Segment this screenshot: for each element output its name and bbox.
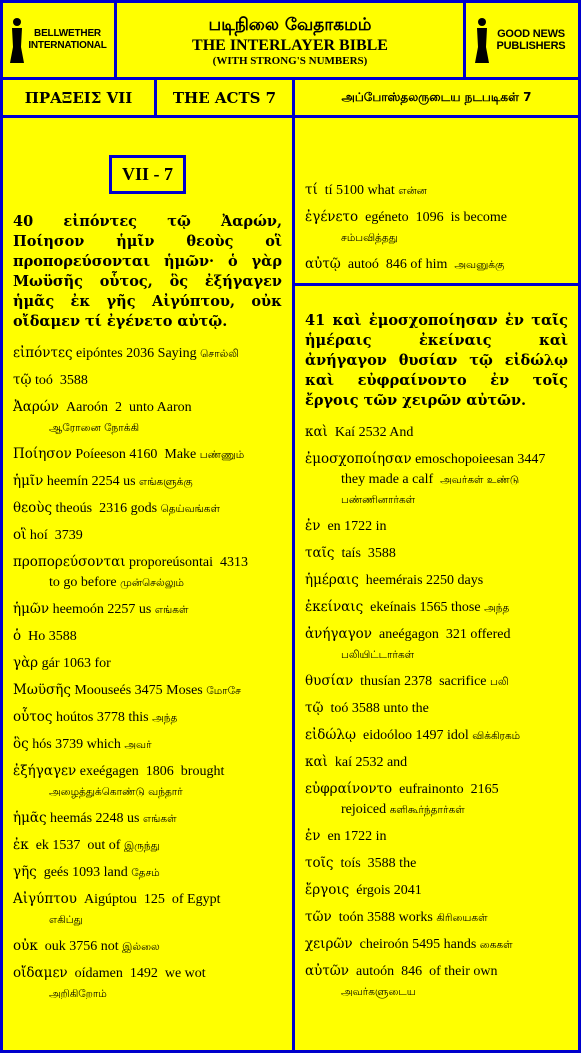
tamil-gloss-continued: ஆரோனை நோக்கி <box>49 422 140 434</box>
greek-word: οὗτος <box>13 709 53 725</box>
greek-word: ἐκ <box>13 837 29 853</box>
greek-word: γῆς <box>13 864 37 880</box>
greek-word: ἀνήγαγον <box>305 626 372 642</box>
transliteration-strongs: toó 3588 unto the <box>323 701 429 716</box>
book-title-greek: ΠΡΑΞΕΙΣ VII <box>24 88 133 107</box>
tamil-gloss: பலி <box>490 676 509 688</box>
word-entry <box>13 708 282 728</box>
transliteration-strongs: Poíeeson 4160 Make <box>71 447 200 462</box>
logo-line-2: INTERNATIONAL <box>28 40 107 51</box>
greek-word: τί <box>305 182 318 198</box>
transliteration-strongs: eidoóloo 1497 idol <box>356 728 473 743</box>
tamil-gloss: கிரியைகள் <box>436 912 488 924</box>
transliteration-strongs: Aigúptou 125 of Egypt <box>77 892 221 907</box>
tamil-gloss: எங்கள் <box>142 813 177 825</box>
word-entry <box>305 672 568 692</box>
tamil-gloss: இருந்து <box>123 840 160 852</box>
word-entry <box>305 881 568 901</box>
greek-word: ἐν <box>305 828 321 844</box>
word-entry <box>13 499 282 519</box>
tamil-gloss: பண்ணும் <box>199 449 245 461</box>
greek-word: τῷ <box>13 372 32 388</box>
transliteration-strongs: thusían 2378 sacrifice <box>353 674 491 689</box>
transliteration-strongs: hoí 3739 <box>26 528 83 543</box>
transliteration-strongs: autoón 846 of their own <box>349 964 498 979</box>
word-entry <box>305 571 568 591</box>
word-entry <box>13 344 282 364</box>
greek-word: ἡμῶν <box>13 601 50 617</box>
tamil-gloss-continued: சம்பவித்தது <box>341 232 398 244</box>
transliteration-strongs: cheiroón 5495 hands <box>352 937 480 952</box>
right-top-word-list <box>305 181 568 275</box>
tamil-gloss: அந்த <box>152 712 178 724</box>
greek-word: αὐτῷ <box>305 256 341 272</box>
chapter-label: VII - 7 <box>109 155 186 194</box>
greek-word: ἐγένετο <box>305 209 359 225</box>
word-entry <box>305 544 568 564</box>
tamil-gloss: அவனுக்கு <box>454 259 505 271</box>
transliteration-strongs: heemoón 2257 us <box>49 602 155 617</box>
english-gloss-continued: to go before <box>49 575 121 590</box>
greek-word: γὰρ <box>13 655 39 671</box>
goodnews-logo <box>463 0 581 80</box>
transliteration-strongs: aneégagon 321 offered <box>372 627 511 642</box>
transliteration-strongs: exeégagen 1806 brought <box>76 764 225 779</box>
tamil-gloss-continued: எகிப்து <box>49 914 83 926</box>
tamil-gloss: அவர் <box>124 739 152 751</box>
greek-word: ἐξήγαγεν <box>13 763 77 779</box>
tamil-gloss: அந்த <box>484 602 510 614</box>
word-entry <box>13 809 282 829</box>
right-bottom-column <box>292 283 581 1053</box>
header-english <box>154 77 295 118</box>
greek-word: ἐν <box>305 518 321 534</box>
greek-word: προπορεύσονται <box>13 554 126 570</box>
tamil-gloss: எங்கள் <box>154 604 189 616</box>
greek-word: οἳ <box>13 527 27 543</box>
word-entry <box>305 962 568 1002</box>
word-entry <box>13 627 282 647</box>
tamil-gloss-continued: களிகூர்ந்தார்கள் <box>389 804 465 816</box>
book-title-tamil: அப்போஸ்தலருடைய நடபடிகள் 7 <box>341 89 532 104</box>
greek-word: ἡμῖν <box>13 473 44 489</box>
word-entry <box>13 762 282 802</box>
tamil-gloss: இல்லை <box>122 941 160 953</box>
transliteration-strongs: ouk 3756 not <box>37 939 123 954</box>
transliteration-strongs: toís 3588 the <box>333 856 417 871</box>
word-entry <box>13 836 282 856</box>
transliteration-strongs: hós 3739 which <box>28 737 125 752</box>
right-top-column <box>292 115 581 286</box>
transliteration-strongs: en 1722 in <box>320 829 387 844</box>
page-title: THE INTERLAYER BIBLE <box>192 37 388 54</box>
english-gloss-continued: they made a calf <box>341 472 441 487</box>
word-entry <box>305 598 568 618</box>
bellwether-logo <box>0 0 117 80</box>
greek-word: οὐκ <box>13 938 38 954</box>
tamil-gloss-continued: அவர்களுடைய <box>341 986 416 998</box>
tamil-gloss: சொல்லி <box>200 348 239 360</box>
word-entry <box>305 255 568 275</box>
transliteration-strongs: autoó 846 of him <box>340 257 455 272</box>
word-entry <box>305 517 568 537</box>
greek-word: θεοὺς <box>13 500 53 516</box>
tamil-gloss-continued: அறிகிறோம் <box>49 988 107 1000</box>
greek-word: Ἀαρών <box>13 399 60 415</box>
word-entry <box>13 526 282 546</box>
transliteration-strongs: taís 3588 <box>334 546 396 561</box>
transliteration-strongs: tí 5100 what <box>317 183 399 198</box>
word-entry <box>13 445 282 465</box>
logo-line-1: BELLWETHER <box>34 28 101 39</box>
figure-icon <box>9 17 25 65</box>
greek-word: εἰπόντες <box>13 345 73 361</box>
transliteration-strongs: emoschopoieesan 3447 <box>411 452 546 467</box>
header-tamil <box>292 77 581 118</box>
transliteration-strongs: eufrainonto 2165 <box>392 782 499 797</box>
greek-word: καὶ <box>305 754 328 770</box>
greek-word: καὶ <box>305 424 328 440</box>
right-bottom-word-list <box>305 423 568 1002</box>
word-entry <box>13 472 282 492</box>
word-entry <box>13 654 282 674</box>
word-entry <box>305 908 568 928</box>
greek-word: Μωϋσῆς <box>13 682 71 698</box>
word-entry <box>305 753 568 773</box>
word-entry <box>305 181 568 201</box>
tamil-gloss: என்ன <box>398 185 427 197</box>
transliteration-strongs: érgois 2041 <box>349 883 422 898</box>
greek-word: θυσίαν <box>305 673 354 689</box>
tamil-gloss: எங்களுக்கு <box>139 476 193 488</box>
greek-word: εἰδώλῳ <box>305 727 356 743</box>
transliteration-strongs: ekeínais 1565 those <box>363 600 485 615</box>
tamil-gloss-continued: அவர்கள் உண்டு பண்ணினார்கள் <box>341 474 520 506</box>
logo-line-1: GOOD NEWS <box>497 28 565 40</box>
transliteration-strongs: heemérais 2250 days <box>358 573 484 588</box>
figure-icon <box>474 17 490 65</box>
word-entry <box>305 780 568 820</box>
header-greek <box>0 77 157 118</box>
greek-word: αὐτῶν <box>305 963 350 979</box>
word-entry <box>13 681 282 701</box>
greek-word: Ποίησον <box>13 446 72 462</box>
transliteration-strongs: kaí 2532 and <box>327 755 408 770</box>
book-title-english: THE ACTS 7 <box>172 88 277 107</box>
greek-word: τοῖς <box>305 855 334 871</box>
tamil-gloss: விக்கிரகம் <box>472 730 521 742</box>
word-entry <box>13 964 282 1004</box>
greek-word: ἐκείναις <box>305 599 364 615</box>
tamil-gloss-continued: பலியிட்டார்கள் <box>341 649 415 661</box>
page-subtitle: (WITH STRONG'S NUMBERS) <box>212 55 368 67</box>
greek-word: ἔργοις <box>305 882 350 898</box>
word-entry <box>305 827 568 847</box>
transliteration-strongs: eipóntes 2036 Saying <box>72 346 201 361</box>
transliteration-strongs: Kaí 2532 And <box>327 425 414 440</box>
tamil-gloss: கைகள் <box>479 939 513 951</box>
transliteration-strongs: geés 1093 land <box>36 865 132 880</box>
greek-word: Αἰγύπτου <box>13 891 77 907</box>
tamil-gloss-continued: முன்செல்லும் <box>120 577 184 589</box>
transliteration-strongs: oídamen 1492 we wot <box>67 966 206 981</box>
tamil-gloss: மோசே <box>206 685 241 697</box>
word-entry <box>305 450 568 510</box>
word-entry <box>13 398 282 438</box>
transliteration-strongs: theoús 2316 gods <box>52 501 161 516</box>
transliteration-strongs: gár 1063 for <box>38 656 111 671</box>
transliteration-strongs: Ho 3588 <box>21 629 77 644</box>
word-entry <box>305 726 568 746</box>
transliteration-strongs: egéneto 1096 is become <box>358 210 508 225</box>
word-entry <box>305 423 568 443</box>
word-entry <box>13 553 282 593</box>
word-entry <box>305 935 568 955</box>
verse-41: 41 καὶ ἐμοσχοποίησαν ἐν ταῖς ἡμέραις ἐκείναις καὶ ἀνήγαγον θυσίαν τῷ εἰδώλῳ καὶ εὐφραίνοντο ἐν τοῖς ἔργοις τῶν χειρῶν αὐτῶν. <box>305 312 568 409</box>
verse-40: 40 εἰπόντες τῷ Ἀαρών, Ποίησον ἡμῖν θεοὺς οἳ προπορεύσονται ἡμῶν· ὁ γὰρ Μωϋσῆς οὗτος, ὃς ἐξήγαγεν ἡμᾶς ἐκ γῆς Αἰγύπτου, οὐκ οἴδαμεν τί ἐγένετο αὐτῷ. <box>13 213 282 330</box>
transliteration-strongs: toó 3588 <box>31 373 88 388</box>
transliteration-strongs: proporeúsontai 4313 <box>125 555 248 570</box>
word-entry <box>13 863 282 883</box>
tamil-gloss: தேசம் <box>131 867 160 879</box>
word-entry <box>13 735 282 755</box>
word-entry <box>305 854 568 874</box>
word-entry <box>13 371 282 391</box>
transliteration-strongs: Moouseés 3475 Moses <box>70 683 207 698</box>
greek-word: ἡμᾶς <box>13 810 47 826</box>
left-word-list <box>13 344 282 1004</box>
word-entry <box>305 208 568 248</box>
word-entry <box>13 937 282 957</box>
tamil-gloss: தெய்வங்கள் <box>160 503 220 515</box>
logo-line-2: PUBLISHERS <box>496 40 566 52</box>
transliteration-strongs: ek 1537 out of <box>28 838 124 853</box>
word-entry <box>13 600 282 620</box>
greek-word: τῷ <box>305 700 324 716</box>
transliteration-strongs: heemín 2254 us <box>43 474 140 489</box>
greek-word: οἴδαμεν <box>13 965 68 981</box>
greek-word: ὁ <box>13 628 22 644</box>
transliteration-strongs: heemás 2248 us <box>46 811 143 826</box>
transliteration-strongs: Aaroón 2 unto Aaron <box>59 400 192 415</box>
greek-word: ἐμοσχοποίησαν <box>305 451 412 467</box>
word-entry <box>13 890 282 930</box>
greek-word: τῶν <box>305 909 332 925</box>
greek-word: εὐφραίνοντο <box>305 781 393 797</box>
greek-word: χειρῶν <box>305 936 353 952</box>
english-gloss-continued: rejoiced <box>341 802 390 817</box>
transliteration-strongs: en 1722 in <box>320 519 387 534</box>
transliteration-strongs: toón 3588 works <box>331 910 437 925</box>
word-entry <box>305 625 568 665</box>
greek-word: ὃς <box>13 736 29 752</box>
tamil-gloss-continued: அழைத்துக்கொண்டு வந்தார் <box>49 786 183 798</box>
left-column <box>0 115 295 1053</box>
greek-word: ἡμέραις <box>305 572 359 588</box>
word-entry <box>305 699 568 719</box>
title-tamil: படிநிலை வேதாகமம் <box>208 15 372 35</box>
title-block <box>114 0 466 80</box>
greek-word: ταῖς <box>305 545 335 561</box>
transliteration-strongs: hoútos 3778 this <box>52 710 153 725</box>
